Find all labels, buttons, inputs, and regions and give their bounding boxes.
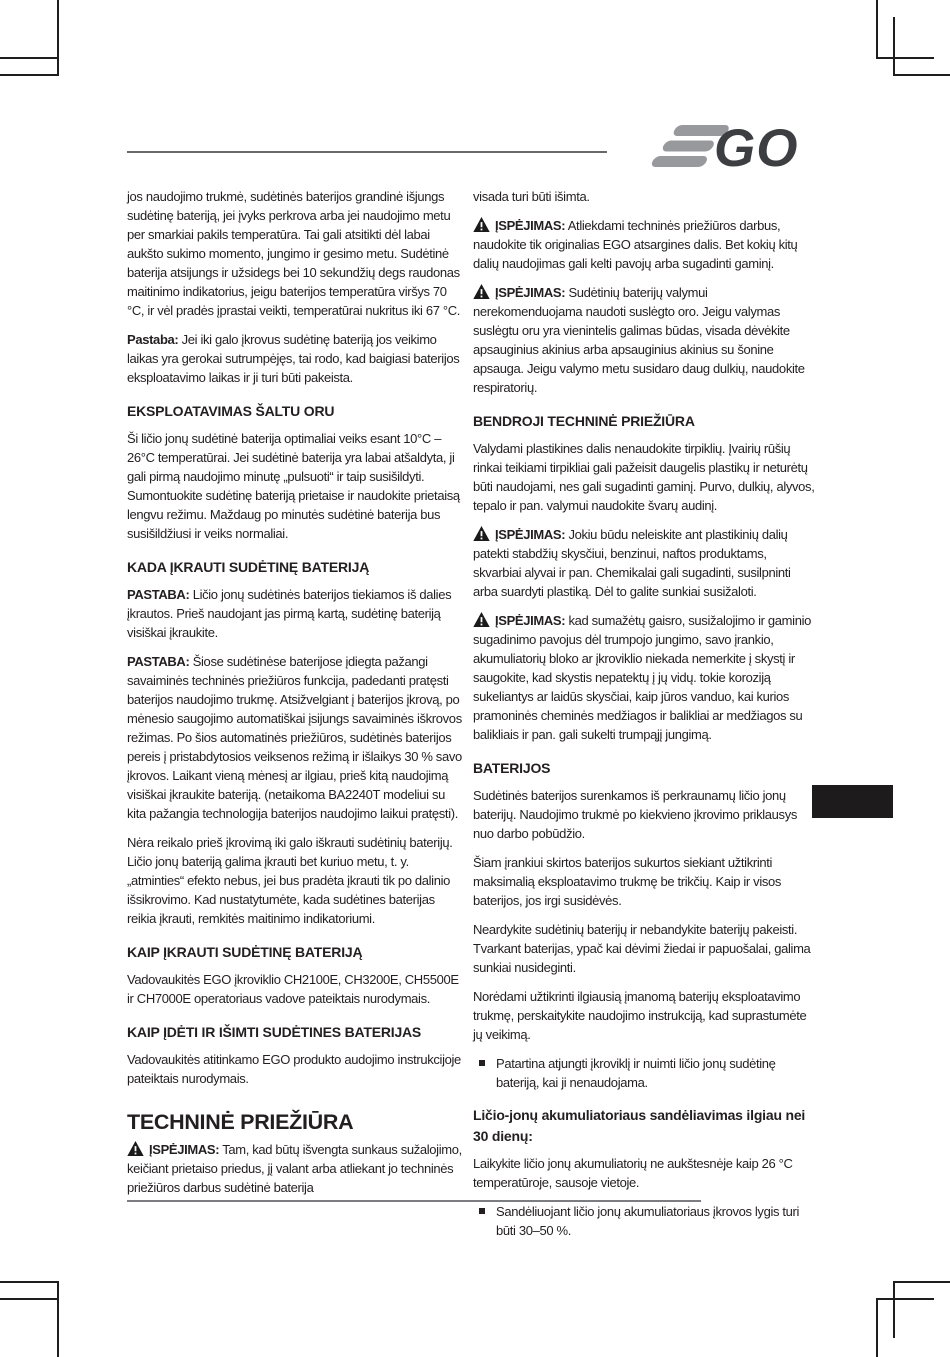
- crop-mark: [876, 1298, 934, 1300]
- subsection-heading: Ličio-jonų akumuliatoriaus sandėliavimas ilgiau nei 30 dienų:: [473, 1107, 806, 1144]
- square-bullet-icon: [479, 1208, 485, 1214]
- warning-text: Atliekdami techninės priežiūros darbus, naudokite tik originalias EGO atsargines dalis. Bet kokių kitų dalių naudojimas gali kelti pavojų arba sugadinti gaminį.: [473, 218, 798, 271]
- note-label: Pastaba:: [127, 332, 179, 347]
- paragraph: visada turi būti išimta.: [473, 189, 590, 204]
- paragraph: Šiam įrankiui skirtos baterijos sukurtos siekiant užtikrinti maksimalią eksploatavimo trukmę be trikčių. Kaip ir visos baterijos, jos irgi susidėvės.: [473, 855, 782, 908]
- paragraph: Valydami plastikines dalis nenaudokite tirpiklių. Įvairių rūšių rinkai teikiami tirpikliai gali pažeisit daugelis plastikų ir neturėtų būti naudojami, nes gali sugadinti gaminį. Purvo, dulkių, alyvos, tepalo ir pan. valymui naudokite švarų audinį.: [473, 441, 815, 513]
- crop-mark: [893, 1281, 950, 1283]
- crop-mark: [893, 1281, 895, 1338]
- section-heading: KADA ĮKRAUTI SUDĖTINĘ BATERIJĄ: [127, 559, 370, 575]
- warning-paragraph: [473, 611, 815, 744]
- crop-mark: [57, 0, 59, 76]
- bullet-item: [473, 1054, 815, 1092]
- header-rule: [127, 151, 607, 153]
- warning-label: ĮSPĖJIMAS:: [495, 613, 566, 628]
- crop-mark: [876, 1298, 878, 1357]
- warning-icon: [473, 612, 490, 627]
- crop-mark: [893, 17, 895, 75]
- ego-logo: [618, 122, 808, 170]
- warning-icon: [473, 526, 490, 541]
- paragraph: Sudėtinės baterijos surenkamos iš perkraunamų ličio jonų baterijų. Naudojimo trukmė po kiekvieno įkrovimo priklausys nuo darbo pobūdžio.: [473, 788, 797, 841]
- footer-rule: [127, 1200, 701, 1202]
- note-label: PASTABA:: [127, 654, 190, 669]
- crop-mark: [57, 1281, 59, 1357]
- note-text: Ličio jonų sudėtinės baterijos tiekiamos iš dalies įkrautos. Prieš naudojant jas pirmą kartą, sudėtinę bateriją visiškai įkraukite.: [127, 587, 452, 640]
- warning-icon: [473, 217, 490, 232]
- note-paragraph: [127, 652, 466, 823]
- note-text: Jei iki galo įkrovus sudėtinę bateriją jos veikimo laikas yra gerokai sutrumpėjęs, tai rodo, kad baigiasi baterijos eksploatavimo laikas ir ji turi būti pakeista.: [127, 332, 460, 385]
- note-paragraph: [127, 330, 466, 387]
- crop-mark: [0, 74, 58, 76]
- bullet-text: Sandėliuojant ličio jonų akumuliatoriaus įkrovos lygis turi būti 30–50 %.: [496, 1204, 800, 1238]
- warning-paragraph: [473, 283, 815, 397]
- bullet-item: [473, 1202, 815, 1240]
- crop-mark: [0, 57, 58, 59]
- warning-icon: [473, 284, 490, 299]
- paragraph: Vadovaukitės atitinkamo EGO produkto audojimo instrukcijoje pateiktais nurodymais.: [127, 1052, 461, 1086]
- warning-label: ĮSPĖJIMAS:: [495, 527, 566, 542]
- ego-logo-go-text: GO: [714, 122, 799, 170]
- crop-mark: [876, 0, 878, 58]
- section-heading: KAIP ĮDĖTI IR IŠIMTI SUDĖTINES BATERIJAS: [127, 1024, 422, 1040]
- crop-mark: [876, 57, 934, 59]
- paragraph: Laikykite ličio jonų akumuliatorių ne aukštesnėje kaip 26 °C temperatūroje, sausoje vietoje.: [473, 1156, 793, 1190]
- warning-label: ĮSPĖJIMAS:: [495, 218, 566, 233]
- warning-icon: [127, 1141, 144, 1156]
- warning-text: kad sumažėtų gaisro, susižalojimo ir gaminio sugadinimo pavojus dėl trumpojo jungimo, savo įrankio, akumuliatorių bloko ar įkroviklio niekada nemerkite į skystį ir saugokite, kad skystis nepatektų į jų vidų. tokie koroziją sukeliantys ar laidūs skysčiai, kaip jūros vanduo, kai kurios pramoninės cheminės medžiagos ir balikliai ar medžiagos su balikliais ir pan. gali sukelti trumpąjį jungimą.: [473, 613, 811, 742]
- warning-text: Tam, kad būtų išvengta sunkaus sužalojimo, keičiant prietaiso priedus, jį valant arba atliekant jo techninės priežiūros darbus sudėtinė baterija: [127, 1142, 462, 1195]
- section-heading: BATERIJOS: [473, 760, 551, 776]
- section-heading: EKSPLOATAVIMAS ŠALTU ORU: [127, 403, 335, 419]
- note-paragraph: [127, 585, 466, 642]
- paragraph: Norėdami užtikrinti ilgiausią įmanomą baterijų eksploatavimo trukmę, perskaitykite naudojimo instrukciją, kad suprastumėte jų veikimą.: [473, 989, 807, 1042]
- paragraph: jos naudojimo trukmė, sudėtinės baterijos grandinė išjungs sudėtinę bateriją, jei įvyks perkrova arba jei naudojimo metu per smarkiai pakils temperatūra. Tai gali atsitikti dėl labai aukšto sukimo momento, jungimo ir gesimo metu. Sudėtinė baterija atsijungs ir užsidegs bei 10 sekundžių degs raudonas maitinimo indikatorius, jeigu baterijos temperatūra viršys 70 °C, ir vėl pradės įprastai veikti, temperatūrai nukritus iki 67 °C.: [127, 189, 461, 318]
- warning-text: Jokiu būdu neleiskite ant plastikinių dalių patekti stabdžių skysčiui, benzinui, naftos produktams, skvarbiai alyvai ir pan. Chemikalai gali sugadinti, susilpninti arba suardyti plastiką. Dėl to galite sunkiai susižaloti.: [473, 527, 791, 599]
- right-column: [473, 187, 815, 1250]
- paragraph: Nėra reikalo prieš įkrovimą iki galo iškrauti sudėtinių baterijų. Ličio jonų bateriją galima įkrauti bet kuriuo metu, t. y. „atminties“ efekto nebus, jei bus pradėta įkrauti tik po dalinio išsikrovimo. Kad nustatytumėte, kada sudėtines baterijas reikia įkrauti, remkitės maitinimo indikatoriumi.: [127, 835, 453, 926]
- note-label: PASTABA:: [127, 587, 190, 602]
- square-bullet-icon: [479, 1060, 485, 1066]
- paragraph: Neardykite sudėtinių baterijų ir nebandykite baterijų pakeisti. Tvarkant baterijas, ypač kai dėvimi žiedai ir papuošalai, galima sunkiai nusideginti.: [473, 922, 811, 975]
- paragraph: Vadovaukitės EGO įkroviklio CH2100E, CH3200E, CH5500E ir CH7000E operatoriaus vadove pateiktais nurodymais.: [127, 972, 459, 1006]
- bullet-text: Patartina atjungti įkroviklį ir nuimti ličio jonų sudėtinę bateriją, kai ji nenaudojama.: [496, 1056, 776, 1090]
- crop-mark: [0, 1298, 58, 1300]
- warning-paragraph: [127, 1140, 466, 1197]
- page-edge-tab-marker: [812, 785, 893, 818]
- warning-paragraph: [473, 216, 815, 273]
- left-column: [127, 187, 466, 1207]
- warning-label: ĮSPĖJIMAS:: [495, 285, 566, 300]
- chapter-heading: TECHNINĖ PRIEŽIŪRA: [127, 1110, 354, 1134]
- crop-mark: [0, 1281, 58, 1283]
- crop-mark: [893, 74, 950, 76]
- warning-text: Sudėtinių baterijų valymui nerekomenduojama naudoti suslėgto oro. Jeigu valymas suslėgtu oru yra vienintelis galimas būdas, visada dėvėkite apsauginius akinius arba apsauginius akinius su šonine apsauga. Jeigu valymo metu susidaro daug dulkių, naudokite respiratorių.: [473, 285, 805, 395]
- section-heading: BENDROJI TECHNINĖ PRIEŽIŪRA: [473, 413, 695, 429]
- section-heading: KAIP ĮKRAUTI SUDĖTINĘ BATERIJĄ: [127, 944, 363, 960]
- warning-paragraph: [473, 525, 815, 601]
- warning-label: ĮSPĖJIMAS:: [149, 1142, 220, 1157]
- note-text: Šiose sudėtinėse baterijose įdiegta pažangi savaiminės techninės priežiūros funkcija, padedanti pratęsti baterijos naudojimo trukmę. Atsižvelgiant į baterijos įkrovą, po mėnesio saugojimo automatiškai įsijungs savaiminės iškrovos režimas. Po šios automatinės priežiūros, sudėtinės baterijos pereis į pristabdytosios veiksenos režimą ir išlaikys 30 % savo įkrovos. Laikant vieną mėnesį ar ilgiau, prieš kitą naudojimą visiškai įkraukite bateriją. (netaikoma BA2240T modeliui su kita pažangia technologija baterijos naudojimo laikui pratęsti).: [127, 654, 462, 821]
- paragraph: Ši ličio jonų sudėtinė baterija optimaliai veiks esant 10°C – 26°C temperatūrai. Jei sudėtinė baterija yra labai atšaldyta, ji gali pirmą naudojimo minutę „pulsuoti“ ir taip susišildyti. Sumontuokite sudėtinę bateriją prietaise ir naudokite prietaisą lengvu režimu. Maždaug po minutės sudėtinė baterija bus susišildžiusi ir veiks normaliai.: [127, 431, 460, 541]
